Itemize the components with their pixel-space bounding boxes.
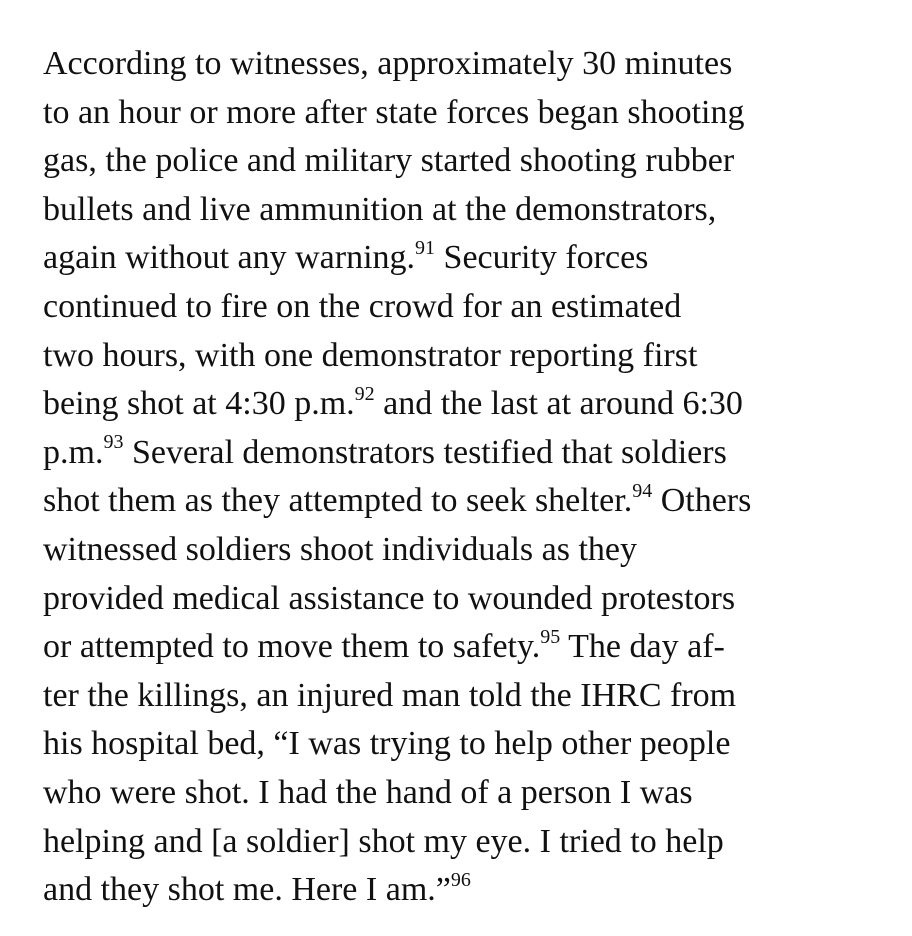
line-text: helping and [a soldier] shot my eye. I tried to help — [43, 822, 724, 860]
line-text: being shot at 4:30 p.m. — [43, 385, 355, 423]
line-text: again without any warning. — [43, 239, 416, 277]
text-line-9 — [43, 429, 903, 478]
line-text: and they shot me. Here I am.” — [43, 871, 451, 909]
text-line-2 — [43, 89, 903, 138]
text-line-12 — [43, 575, 903, 624]
line-text: shot them as they attempted to seek shelter. — [43, 482, 633, 520]
line-text: continued to fire on the crowd for an estimated — [43, 287, 682, 325]
footnote-marker-94: 94 — [632, 480, 653, 503]
text-line-11 — [43, 526, 903, 575]
text-line-3 — [43, 137, 903, 186]
footnote-marker-93: 93 — [103, 431, 124, 454]
footnote-marker-95: 95 — [540, 625, 561, 648]
text-line-7 — [43, 332, 903, 381]
line-text: ter the killings, an injured man told the IHRC from — [43, 676, 737, 714]
text-line-10 — [43, 477, 903, 526]
line-text: Several demonstrators testified that soldiers — [123, 433, 727, 471]
line-text: Others — [652, 482, 752, 520]
line-text: According to witnesses, approximately 30 minutes — [43, 45, 733, 82]
document-page — [43, 40, 903, 915]
line-text: his hospital bed, “I was trying to help other people — [43, 725, 731, 763]
text-line-14 — [43, 672, 903, 721]
text-line-4 — [43, 186, 903, 235]
text-line-15 — [43, 720, 903, 769]
line-text: who were shot. I had the hand of a person I was — [43, 773, 693, 811]
body-paragraph — [43, 40, 903, 915]
line-text: to an hour or more after state forces began shooting — [43, 93, 745, 131]
text-line-18 — [43, 866, 903, 915]
line-text: gas, the police and military started shooting rubber — [43, 142, 735, 180]
line-text: Security forces — [435, 239, 649, 277]
line-text: provided medical assistance to wounded protestors — [43, 579, 736, 617]
footnote-marker-91: 91 — [415, 237, 436, 260]
line-text: The day af- — [560, 628, 725, 666]
line-text: or attempted to move them to safety. — [43, 628, 541, 666]
line-text: witnessed soldiers shoot individuals as they — [43, 530, 638, 568]
text-line-16 — [43, 769, 903, 818]
footnote-marker-96: 96 — [450, 868, 471, 891]
line-text: bullets and live ammunition at the demonstrators, — [43, 190, 717, 228]
text-line-17 — [43, 818, 903, 867]
text-line-13 — [43, 623, 903, 672]
footnote-marker-92: 92 — [354, 382, 375, 405]
text-line-8 — [43, 380, 903, 429]
text-line-5 — [43, 234, 903, 283]
line-text: p.m. — [43, 433, 104, 471]
line-text: and the last at around 6:30 — [374, 385, 743, 423]
text-line-1 — [43, 40, 903, 89]
line-text: two hours, with one demonstrator reporting first — [43, 336, 698, 374]
text-line-6 — [43, 283, 903, 332]
